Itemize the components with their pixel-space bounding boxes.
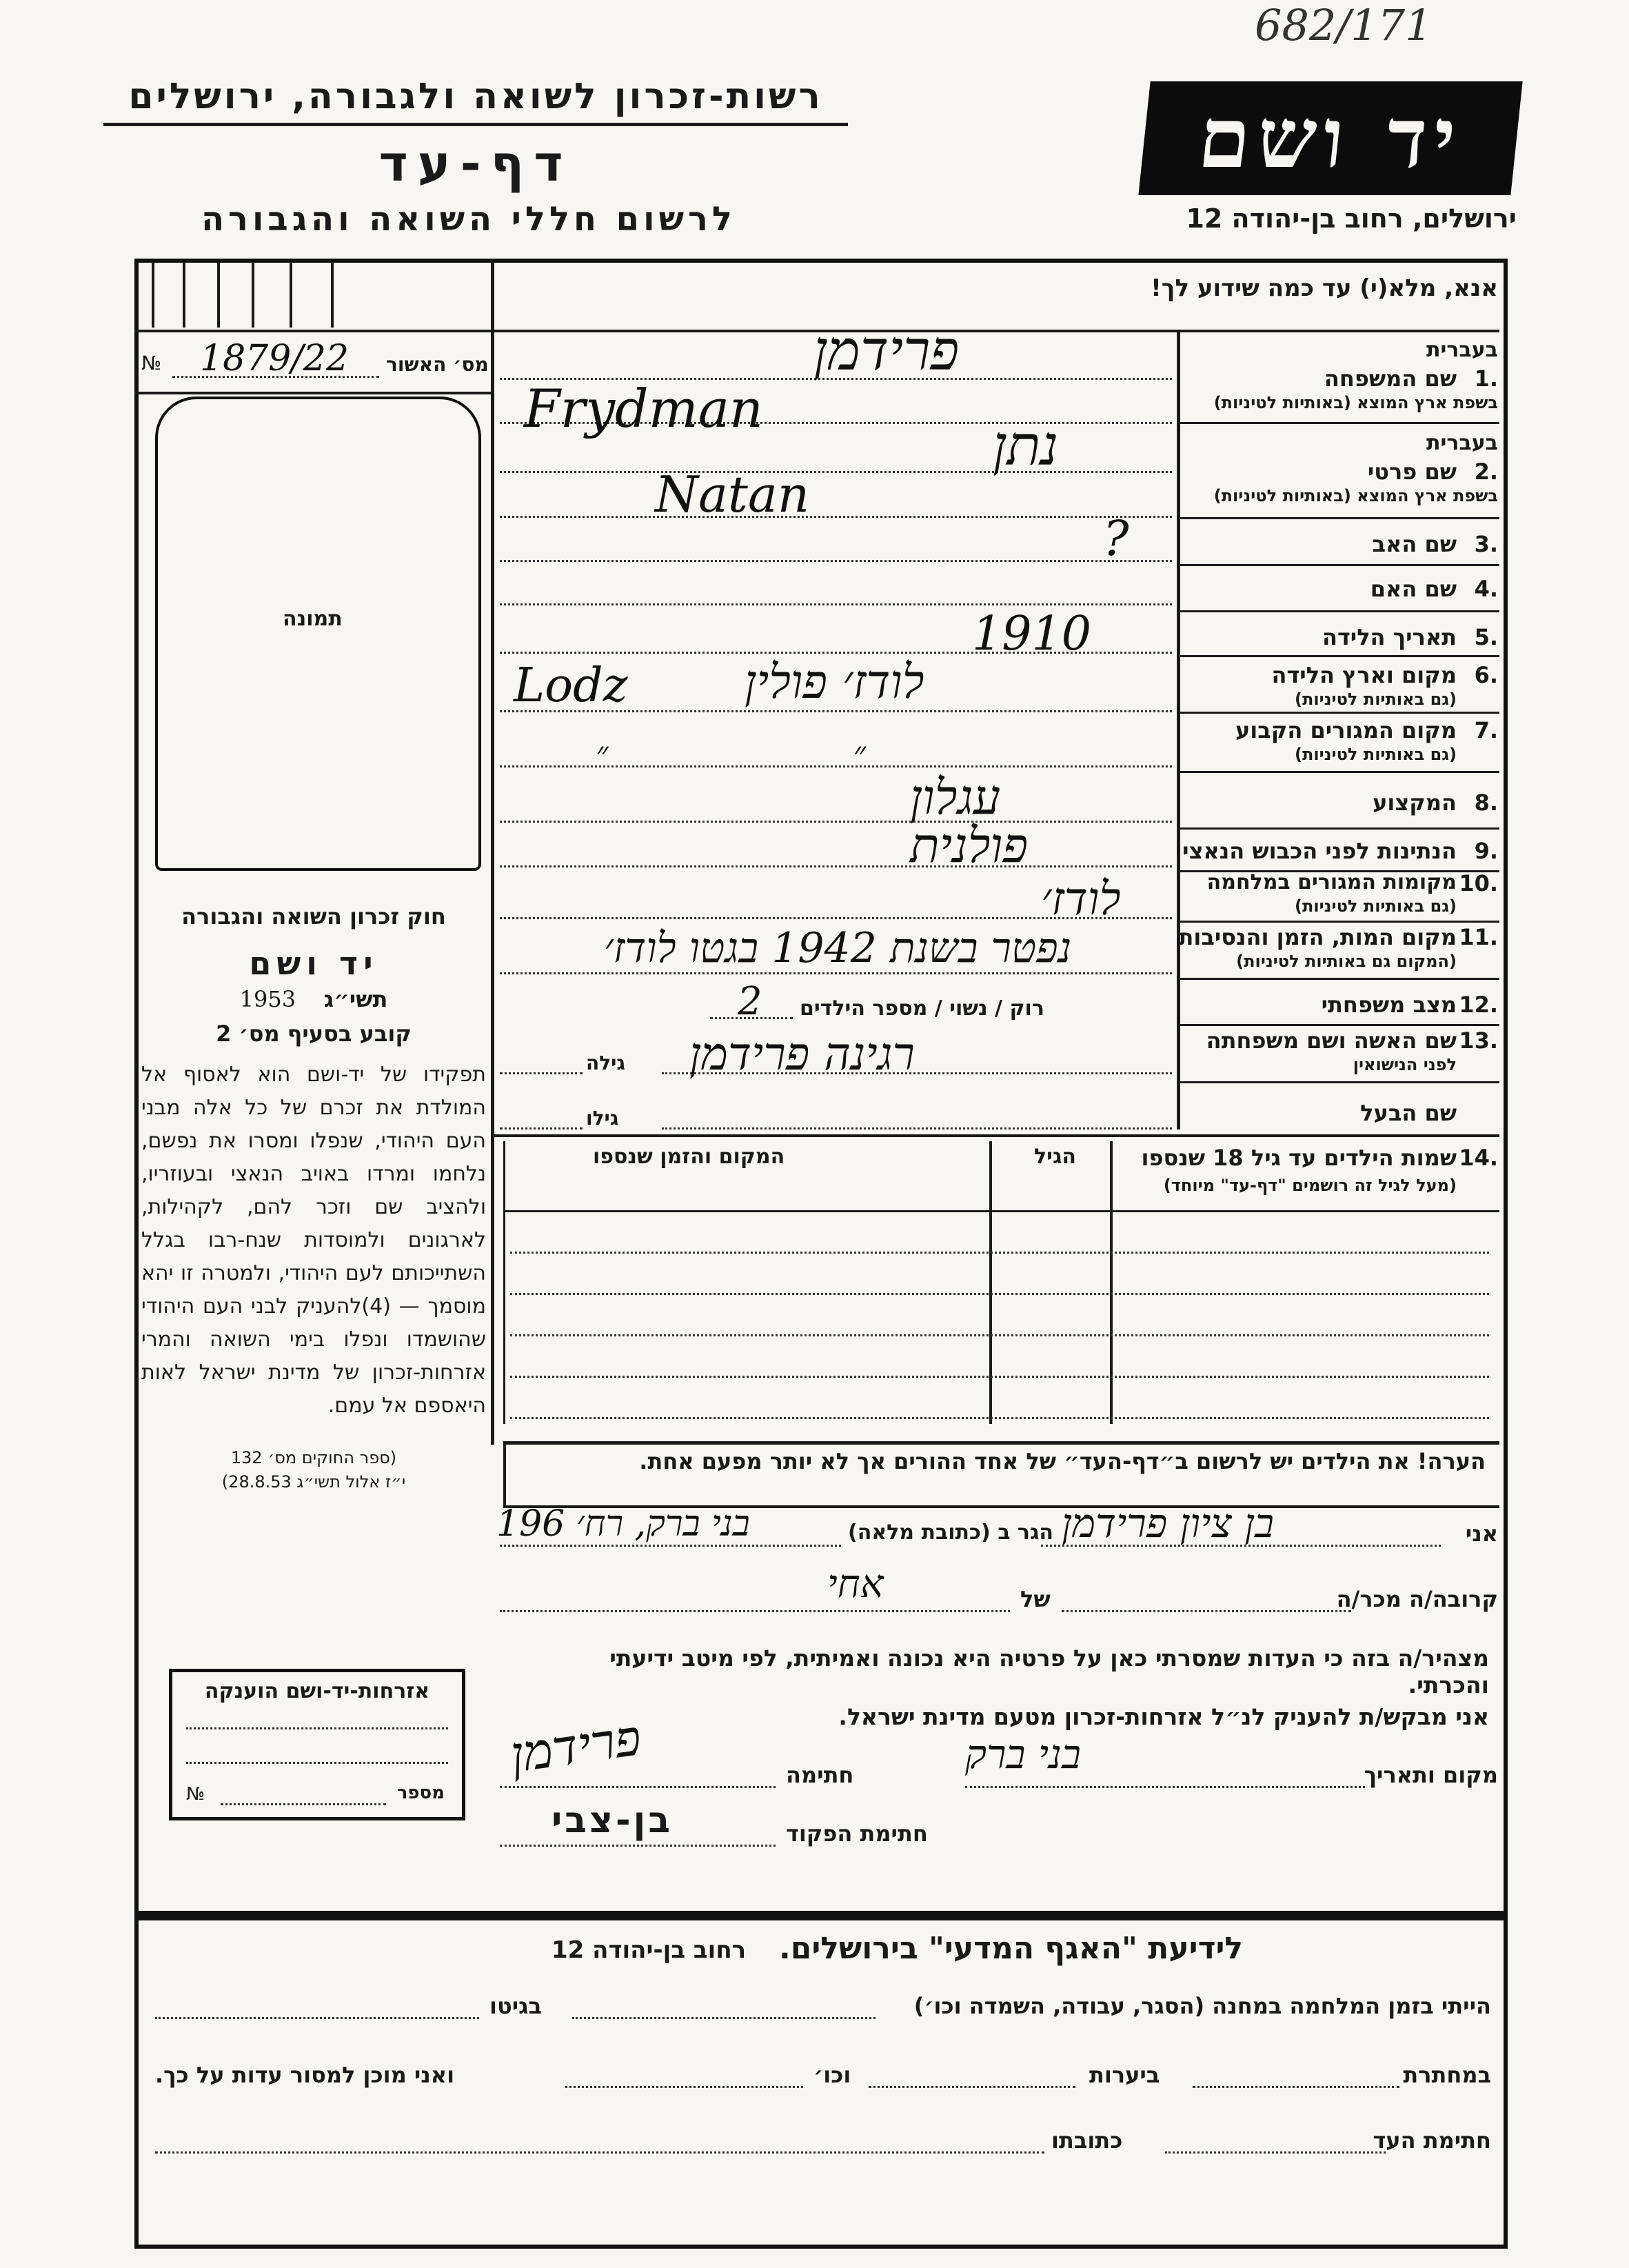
approval-label: מס׳ האשור xyxy=(386,353,489,376)
info-line2-b: ביערות xyxy=(1089,2062,1160,2088)
field-9-dotline xyxy=(500,865,1172,867)
form-title: דף-עד xyxy=(378,134,573,192)
field-13-value: רגינה פרידמן xyxy=(689,1027,915,1081)
husband-rule xyxy=(491,1134,1499,1137)
field-13-number: 13. xyxy=(1459,1027,1498,1054)
law-name: יד ושם xyxy=(249,945,378,982)
decl-official-label: חתימת הפקוד xyxy=(786,1820,928,1847)
field-1-label: שם המשפחה xyxy=(1324,365,1457,392)
field-9-number: 9. xyxy=(1474,838,1498,864)
info-title: לידיעת "האגף המדעי" בירושלים. xyxy=(779,1931,1244,1966)
field-1-number: 1. xyxy=(1474,365,1498,392)
field-8-dotline xyxy=(500,821,1172,823)
field-10-sub: (גם באותיות לטיניות) xyxy=(1295,896,1457,916)
field-8-number: 8. xyxy=(1474,790,1498,816)
certificate-title: אזרחות-יד-ושם הוענקה xyxy=(204,1679,430,1703)
note-left-rule xyxy=(503,1441,506,1507)
decl-signature-value: פרידמן xyxy=(507,1708,645,1784)
field-11-value: נפטר בשנת 1942 בגטו לודז׳ xyxy=(603,924,1072,972)
intro-rule xyxy=(491,330,1499,332)
info-line2-dotline-c xyxy=(565,2086,803,2088)
field-10-number: 10. xyxy=(1459,870,1498,896)
field-3-dotline xyxy=(500,560,1172,562)
husband-label: שם הבעל xyxy=(1360,1100,1457,1126)
field-4-label: שם האם xyxy=(1370,576,1457,602)
decl-of-label: של xyxy=(1020,1586,1051,1612)
decl-place-date-dotline xyxy=(965,1786,1365,1788)
field-6-sub: (גם באותיות לטיניות) xyxy=(1295,690,1457,709)
field-8-label: המקצוע xyxy=(1373,790,1457,816)
field-2-tag: בעברית xyxy=(1426,431,1498,455)
info-line1-dotline-a xyxy=(572,2017,876,2019)
field-4-dotline xyxy=(500,603,1172,605)
husband-dotline xyxy=(662,1127,1172,1130)
field-5-rule xyxy=(1177,655,1499,657)
note: הערה! את הילדים יש לרשום ב״דף-העד״ של אחד ההורים אך לא יותר מפעם אחת. xyxy=(639,1448,1486,1474)
field-3-value: ? xyxy=(1103,510,1129,567)
address: ירושלים, רחוב בן-יהודה 12 xyxy=(1186,203,1517,234)
decl-official-dotline xyxy=(500,1845,776,1847)
field-8-rule xyxy=(1177,827,1499,830)
approval-no-sign: № xyxy=(141,352,162,374)
children-col-age: הגיל xyxy=(1034,1145,1076,1169)
decl-of-dotline xyxy=(500,1610,1010,1612)
field-2-rule xyxy=(1177,517,1499,519)
field-10-value: לודז׳ xyxy=(1041,872,1121,925)
photo-label: תמונה xyxy=(283,607,343,631)
field-4-number: 4. xyxy=(1474,576,1498,602)
field-11-number: 11. xyxy=(1459,924,1498,950)
field-12-rule xyxy=(1177,1024,1499,1026)
decl-statement2: אני מבקש/ת להעניק לנ״ל אזרחות-זכרון מטעם מדינת ישראל. xyxy=(838,1703,1489,1730)
children-sub: (מעל לגיל זה רושמים "דף-עד" מיוחד) xyxy=(1163,1176,1457,1195)
archive-number: 682/171 xyxy=(1255,0,1433,50)
field-10-rule xyxy=(1177,921,1499,923)
children-col-place: המקום והזמן שנספו xyxy=(593,1145,785,1169)
info-line1-b: בגיטו xyxy=(489,1993,542,2019)
law-title: חוק זכרון השואה והגבורה xyxy=(181,903,446,930)
info-line2-c: וכו׳ xyxy=(813,2062,851,2088)
husband-age-dotline xyxy=(500,1127,583,1130)
field-6-label: מקום וארץ הלידה xyxy=(1271,662,1457,688)
decl-witness-address: בני ברק, רח׳ 196 xyxy=(496,1503,750,1545)
field-6-value: לודז׳ פולין xyxy=(745,655,924,710)
decl-i-label: אני xyxy=(1465,1521,1498,1547)
note-top-rule xyxy=(503,1441,1499,1445)
field-2-dotline-lat xyxy=(500,516,1172,518)
info-line2-d: ואני מוכן למסור עדות על כך. xyxy=(155,2062,455,2088)
field-1-value-lat: Frydman xyxy=(524,378,763,439)
field-11-rule xyxy=(1177,978,1499,980)
field-9-label: הנתינות לפני הכבוש הנאצי xyxy=(1182,838,1457,864)
field-11-sub: (המקום גם באותיות לטיניות) xyxy=(1236,952,1457,971)
field-13-sub: לפני הנישואין xyxy=(1353,1055,1457,1074)
field-12-number: 12. xyxy=(1459,992,1498,1018)
approval-number: 1879/22 xyxy=(200,338,350,379)
field-2-label: שם פרטי xyxy=(1367,459,1457,485)
field-1-rule xyxy=(1177,422,1499,424)
decl-official-value: בן-צבי xyxy=(552,1800,674,1841)
decl-signature-dotline xyxy=(500,1786,776,1788)
field-6-value-lat: Lodz xyxy=(514,659,628,713)
field-9-value: פולנית xyxy=(910,817,1029,874)
cert-number-label: מספר xyxy=(396,1783,445,1803)
info-line2-dotline-b xyxy=(869,2086,1075,2088)
field-7-label: מקום המגורים הקבוע xyxy=(1235,717,1457,743)
info-line1-a: הייתי בזמן המלחמה במחנה (הסגר, עבודה, השמדה וכו׳) xyxy=(913,1993,1491,2019)
field-3-rule xyxy=(1177,564,1499,566)
law-section: קובע בסעיף מס׳ 2 xyxy=(216,1021,412,1047)
field-2-dotline-heb xyxy=(500,471,1172,473)
field-2-value-lat: Natan xyxy=(655,465,810,523)
field-13-age-label: גילה xyxy=(586,1052,625,1074)
decl-relative-label: קרובה/ה מכר/ה xyxy=(1336,1586,1498,1612)
field-2-number: 2. xyxy=(1474,459,1498,485)
intro-text: אנא, מלא(י) עד כמה שידוע לך! xyxy=(1151,274,1498,302)
decl-relative-dotline xyxy=(1062,1610,1351,1612)
law-year: 1953 xyxy=(239,986,296,1012)
field-5-number: 5. xyxy=(1474,624,1498,650)
cert-dotline-1 xyxy=(186,1727,448,1729)
field-10-label: מקומות המגורים במלחמה xyxy=(1206,870,1457,894)
field-12-value: 2 xyxy=(738,979,762,1024)
yad-vashem-logo xyxy=(1138,81,1522,195)
cert-dotline-2 xyxy=(186,1762,448,1764)
field-11-dotline xyxy=(500,972,1172,974)
field-1-value-heb: פרידמן xyxy=(813,319,960,383)
field-12-options: רוק / נשוי / מספר הילדים xyxy=(800,996,1044,1021)
law-ref2: י״ז אלול תשי״ג 28.8.53) xyxy=(221,1472,406,1492)
decl-address-dotline xyxy=(500,1545,841,1547)
header-rule xyxy=(103,123,848,126)
cert-no-sign: № xyxy=(186,1784,205,1805)
form-subtitle: לרשום חללי השואה והגבורה xyxy=(201,200,736,239)
children-number: 14. xyxy=(1459,1145,1498,1171)
field-11-label: מקום המות, הזמן והנסיבות xyxy=(1178,924,1457,950)
field-6-rule xyxy=(1177,712,1499,714)
authority-name: רשות-זכרון לשואה ולגבורה, ירושלים xyxy=(128,76,823,117)
field-6-number: 6. xyxy=(1474,662,1498,688)
field-13-rule xyxy=(1177,1081,1499,1083)
field-1-tag: בעברית xyxy=(1426,338,1498,362)
certificate-box xyxy=(169,1669,465,1820)
decl-resident-label: הגר ב (כתובת מלאה) xyxy=(848,1521,1054,1545)
children-label: שמות הילדים עד גיל 18 שנספו xyxy=(1141,1145,1457,1171)
field-3-label: שם האב xyxy=(1372,531,1457,557)
logo-text: יד ושם xyxy=(1193,90,1468,187)
decl-place-date-label: מקום ותאריך xyxy=(1364,1762,1498,1788)
field-13-label: שם האשה ושם משפחתה xyxy=(1206,1027,1457,1054)
law-year-heb: תשי״ג xyxy=(323,986,388,1012)
decl-statement1: מצהיר/ה בזה כי העדות שמסרתי כאן על פרטיה היא נכונה ואמיתית, לפי מיטב ידיעתי והכרתי. xyxy=(609,1645,1489,1698)
field-2-value-heb: נתן xyxy=(993,414,1059,478)
field-7-sub: (גם באותיות לטיניות) xyxy=(1295,745,1457,764)
field-4-rule xyxy=(1177,610,1499,612)
law-ref1: (ספר החוקים מס׳ 132 xyxy=(230,1448,397,1467)
photo-box xyxy=(155,397,481,871)
field-2-sub: בשפת ארץ המוצא (באותיות לטיניות) xyxy=(1213,486,1498,505)
law-text: תפקידו של יד-ושם הוא לאסוף אל המולדת את זכרם של כל אלה מבני העם היהודי, שנפלו ומסרו את נפשם, נלחמו ומרדו באויב הנאצי ובעוזריו, ולהציב שם וזכר להם, לקהילות, לארגונים ולמוסדות שנח-רבו בגלל השתייכותם לעם היהודי, ולמטרה זו יהא מוסמך — (4)להעניק לבני העם היהודי שהושמדו ונפלו בימי השואה והמרי אזרחות-זכרון של מדינת ישראל לאות היאספם אל עמם. xyxy=(141,1063,486,1418)
decl-relation-value: אחי xyxy=(827,1562,884,1607)
info-line2-a: במחתרת xyxy=(1403,2062,1491,2088)
info-line1-dotline-b xyxy=(155,2017,479,2019)
label-column-divider xyxy=(1177,330,1180,1130)
side-column-divider xyxy=(491,259,494,1445)
law-year-row xyxy=(141,986,486,1012)
field-8-value: עגלון xyxy=(910,769,1001,825)
info-line2-dotline-a xyxy=(1193,2086,1399,2088)
field-3-number: 3. xyxy=(1474,531,1498,557)
tally-boxes xyxy=(152,262,483,328)
decl-place-date-value: בני ברק xyxy=(965,1731,1081,1778)
husband-age-label: גילו xyxy=(586,1107,619,1130)
field-7-number: 7. xyxy=(1474,717,1498,743)
field-7-rule xyxy=(1177,771,1499,773)
cert-dotline-3 xyxy=(221,1803,386,1805)
info-line3-dotline-a xyxy=(1165,2151,1386,2154)
approval-rule xyxy=(134,392,493,394)
field-5-label: תאריך הלידה xyxy=(1322,624,1457,650)
field-7-value: ״ ״ xyxy=(596,734,866,773)
info-line3-a: חתימת העד xyxy=(1373,2127,1491,2154)
info-line3-dotline-b xyxy=(155,2151,1044,2154)
info-line3-b: כתובתו xyxy=(1051,2127,1123,2154)
side-top-rule xyxy=(134,330,493,332)
field-13-age-dotline xyxy=(500,1072,583,1074)
decl-signature-label: חתימה xyxy=(786,1762,854,1788)
info-address: רחוב בן-יהודה 12 xyxy=(552,1936,747,1964)
field-5-value: 1910 xyxy=(972,607,1092,661)
field-12-label: מצב משפחתי xyxy=(1321,992,1457,1018)
decl-witness-name: בן ציון פרידמן xyxy=(1062,1500,1275,1547)
field-1-sub: בשפת ארץ המוצא (באותיות לטיניות) xyxy=(1213,393,1498,412)
